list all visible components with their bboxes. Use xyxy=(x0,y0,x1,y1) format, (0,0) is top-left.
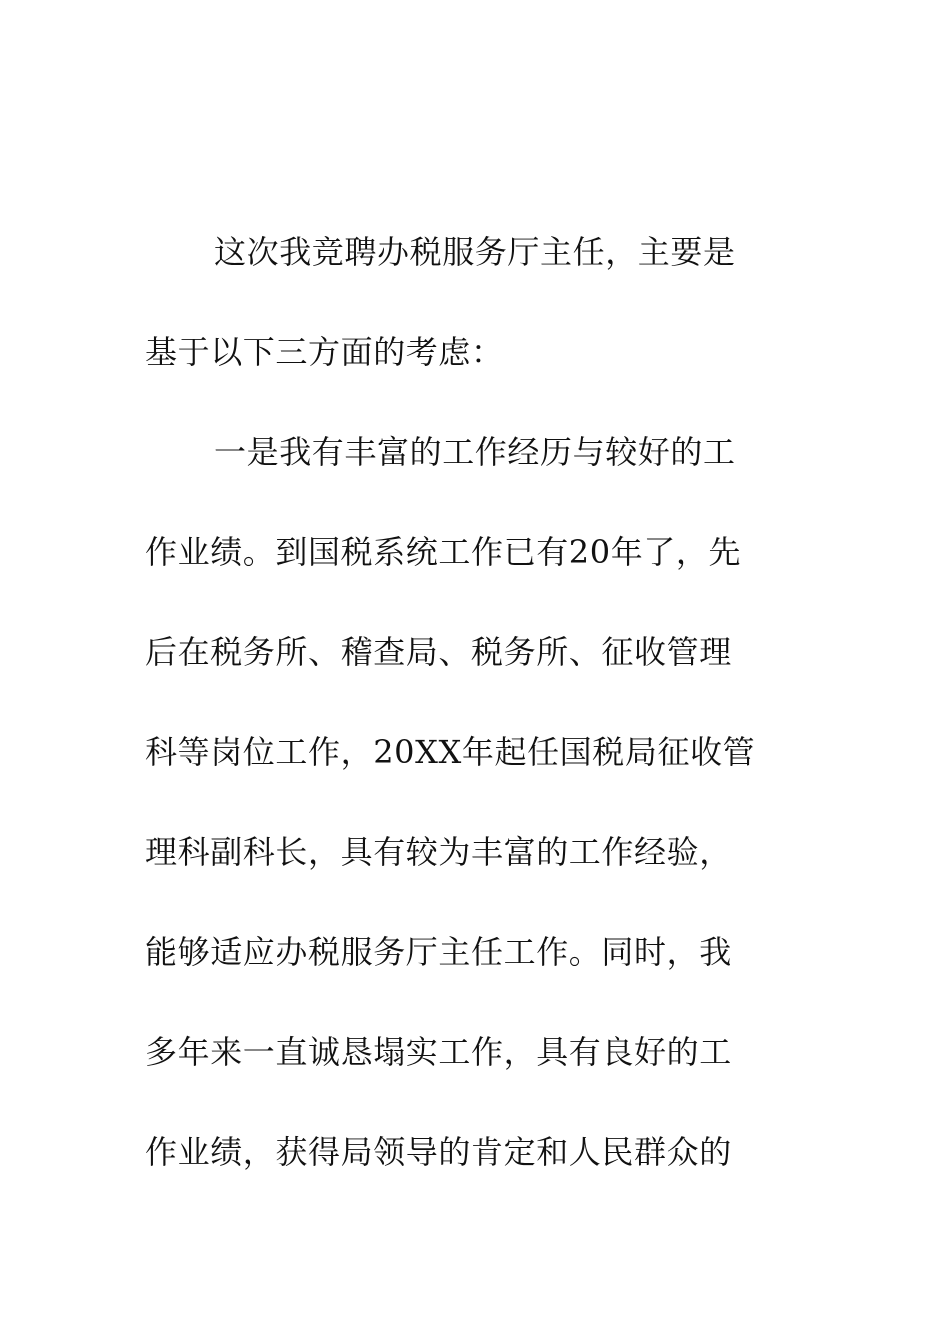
paragraph-2-line-7: 多年来一直诚恳塌实工作，具有良好的工 xyxy=(145,1033,732,1071)
paragraph-2-line-5: 理科副科长，具有较为丰富的工作经验， xyxy=(145,833,732,871)
paragraph-1-line-2: 基于以下三方面的考虑： xyxy=(145,333,504,371)
paragraph-2-line-4: 科等岗位工作，20XX年起任国税局征收管 xyxy=(145,733,756,771)
paragraph-2-line-1: 一是我有丰富的工作经历与较好的工 xyxy=(214,433,736,471)
paragraph-1-line-1: 这次我竞聘办税服务厅主任，主要是 xyxy=(214,233,736,271)
paragraph-2-line-3: 后在税务所、稽查局、税务所、征收管理 xyxy=(145,633,732,671)
paragraph-2-line-8: 作业绩，获得局领导的肯定和人民群众的 xyxy=(145,1133,732,1171)
paragraph-2-line-2: 作业绩。到国税系统工作已有20年了，先 xyxy=(145,533,742,571)
paragraph-2-line-6: 能够适应办税服务厅主任工作。同时，我 xyxy=(145,933,732,971)
